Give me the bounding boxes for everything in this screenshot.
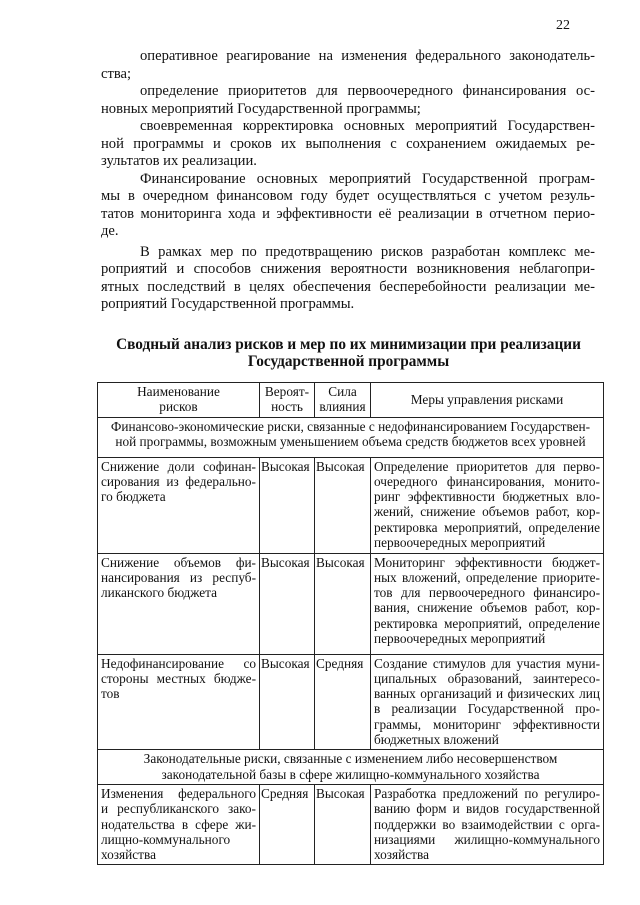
text-line: де.	[101, 223, 119, 239]
text-line: граммы, мониторинг эффективности	[374, 716, 600, 732]
text-line: в реализации Государственной про-	[374, 701, 600, 717]
text-line: В рамках мер по предотвращению рисков разработан комплекс ме-	[140, 243, 595, 260]
text-line: ванных организаций и физических лиц	[374, 686, 600, 702]
text-line: Сила	[328, 384, 357, 399]
impact-cell: Высокая	[315, 784, 371, 864]
text-line: и республиканского зако-	[101, 801, 256, 817]
header-probability	[260, 383, 315, 418]
text-line: Меры управления рисками	[410, 391, 564, 407]
table-row	[98, 784, 604, 864]
paragraph	[101, 171, 595, 241]
probability-cell: Высокая	[260, 457, 315, 553]
text-line: ликанского бюджета	[101, 585, 218, 601]
text-line: законодательной базы в сфере жилищно-коммунального хозяйства	[161, 766, 540, 782]
text-line: тов	[101, 686, 120, 702]
text-line: ванию форм и видов государственной	[374, 801, 600, 817]
text-line: влияния	[319, 399, 366, 415]
text-line: го бюджета	[101, 489, 166, 505]
section-title	[98, 417, 604, 457]
text-line: Наименование	[137, 384, 220, 399]
text-line: ципальных образований, заинтересо-	[374, 670, 600, 686]
text-line: тов для первоочередного финансиро-	[374, 585, 600, 601]
text-line: ных вложений, определение приорите-	[374, 569, 600, 585]
table-row	[98, 553, 604, 654]
table-row	[98, 457, 604, 553]
text-line: роприятий Государственной программы.	[101, 296, 355, 312]
text-line: ной программы и сроков их выполнения с сохранением ожидаемых ре-	[101, 135, 595, 152]
text-line: ринг эффективности бюджетных вло-	[374, 489, 600, 505]
text-line: роприятий и способов снижения вероятности возникновения неблагопри-	[101, 261, 595, 277]
text-line: ства;	[101, 65, 132, 82]
text-line: первоочередных мероприятий	[374, 535, 546, 551]
probability-cell: Высокая	[260, 654, 315, 750]
text-line: лищно-коммунального	[101, 831, 231, 847]
table-title-line: Сводный анализ рисков и мер по их минимизации при реализации	[116, 336, 581, 353]
text-line: оперативное реагирование на изменения федерального законодатель-	[140, 48, 595, 64]
text-line: нансирования из респуб-	[101, 569, 256, 585]
body-text	[101, 48, 595, 314]
impact-cell: Высокая	[315, 553, 371, 654]
text-line: вания, снижение объемов работ, кор-	[374, 600, 600, 616]
table-title-line: Государственной программы	[247, 353, 450, 370]
paragraph	[101, 118, 595, 171]
text-line: ректировка мероприятий, определение	[374, 615, 600, 631]
text-line: зультатов их реализации.	[101, 153, 257, 169]
risk-name-cell	[98, 457, 260, 553]
table-header-row	[98, 383, 604, 418]
text-line: Финансово-экономические риски, связанные с недофинансированием Государствен-	[110, 418, 591, 434]
impact-cell: Высокая	[315, 457, 371, 553]
measures-cell	[371, 784, 604, 864]
text-line: первоочередных мероприятий	[374, 631, 546, 647]
text-line: хозяйства	[374, 847, 429, 863]
section-title	[98, 750, 604, 785]
header-risk-name	[98, 383, 260, 418]
text-line: сирования из федерально-	[101, 473, 256, 489]
header-impact	[315, 383, 371, 418]
text-line: Вероят-	[264, 384, 310, 399]
paragraph	[101, 83, 595, 118]
table-title	[97, 336, 600, 370]
text-line: определение приоритетов для первоочередного финансирования ос-	[140, 83, 595, 99]
paragraph	[101, 244, 595, 314]
impact-cell: Средняя	[315, 654, 371, 750]
page-number: 22	[556, 18, 570, 33]
text-line: стороны местных бюдже-	[101, 670, 256, 686]
text-line: Снижение доли софинан-	[101, 458, 256, 474]
text-line: нодательства в сфере жи-	[101, 816, 256, 832]
text-line: бюджетных вложений	[374, 732, 499, 748]
text-line: ректировка мероприятий, определение	[374, 519, 600, 535]
text-line: Создание стимулов для участия муни-	[374, 655, 600, 671]
text-line: поддержки во взаимодействии с орга-	[374, 816, 600, 832]
section-row	[98, 417, 604, 457]
risk-table	[97, 382, 604, 865]
measures-cell	[371, 553, 604, 654]
risk-name-cell	[98, 784, 260, 864]
text-line: Финансирование основных мероприятий Государственной програм-	[140, 170, 595, 187]
text-line: ной программы, возможным уменьшением объема средств бюджетов всех уровней	[115, 433, 586, 449]
text-line: низациями жилищно-коммунального	[374, 831, 600, 847]
section-row	[98, 750, 604, 785]
text-line: Недофинансирование со	[101, 655, 256, 671]
text-line: новных мероприятий Государственной программы;	[101, 100, 421, 117]
header-measures	[371, 383, 604, 418]
text-line: жений, снижение объемов работ, кор-	[374, 504, 600, 520]
text-line: Разработка предложений по регулиро-	[374, 785, 600, 801]
probability-cell: Средняя	[260, 784, 315, 864]
text-line: своевременная корректировка основных мероприятий Государствен-	[140, 118, 595, 134]
text-line: очередного финансирования, монито-	[374, 473, 600, 489]
risk-name-cell	[98, 654, 260, 750]
text-line: татов мониторинга хода и эффективности её реализации в отчетном перио-	[101, 205, 595, 222]
text-line: мы в очередном финансовом году будет осуществляться с учетом резуль-	[101, 188, 595, 204]
measures-cell	[371, 654, 604, 750]
text-line: хозяйства	[101, 847, 156, 863]
paragraph	[101, 48, 595, 83]
text-line: рисков	[159, 399, 198, 415]
text-line: Определение приоритетов для перво-	[374, 458, 600, 474]
probability-cell: Высокая	[260, 553, 315, 654]
text-line: Законодательные риски, связанные с изменением либо несовершенством	[143, 751, 558, 767]
text-line: ность	[271, 399, 303, 415]
measures-cell	[371, 457, 604, 553]
risk-name-cell	[98, 553, 260, 654]
text-line: ятных последствий в целях обеспечения бесперебойности реализации ме-	[101, 278, 595, 295]
table-row	[98, 654, 604, 750]
text-line: Мониторинг эффективности бюджет-	[374, 554, 600, 570]
text-line: Снижение объемов фи-	[101, 554, 256, 570]
text-line: Изменения федерального	[101, 785, 256, 801]
